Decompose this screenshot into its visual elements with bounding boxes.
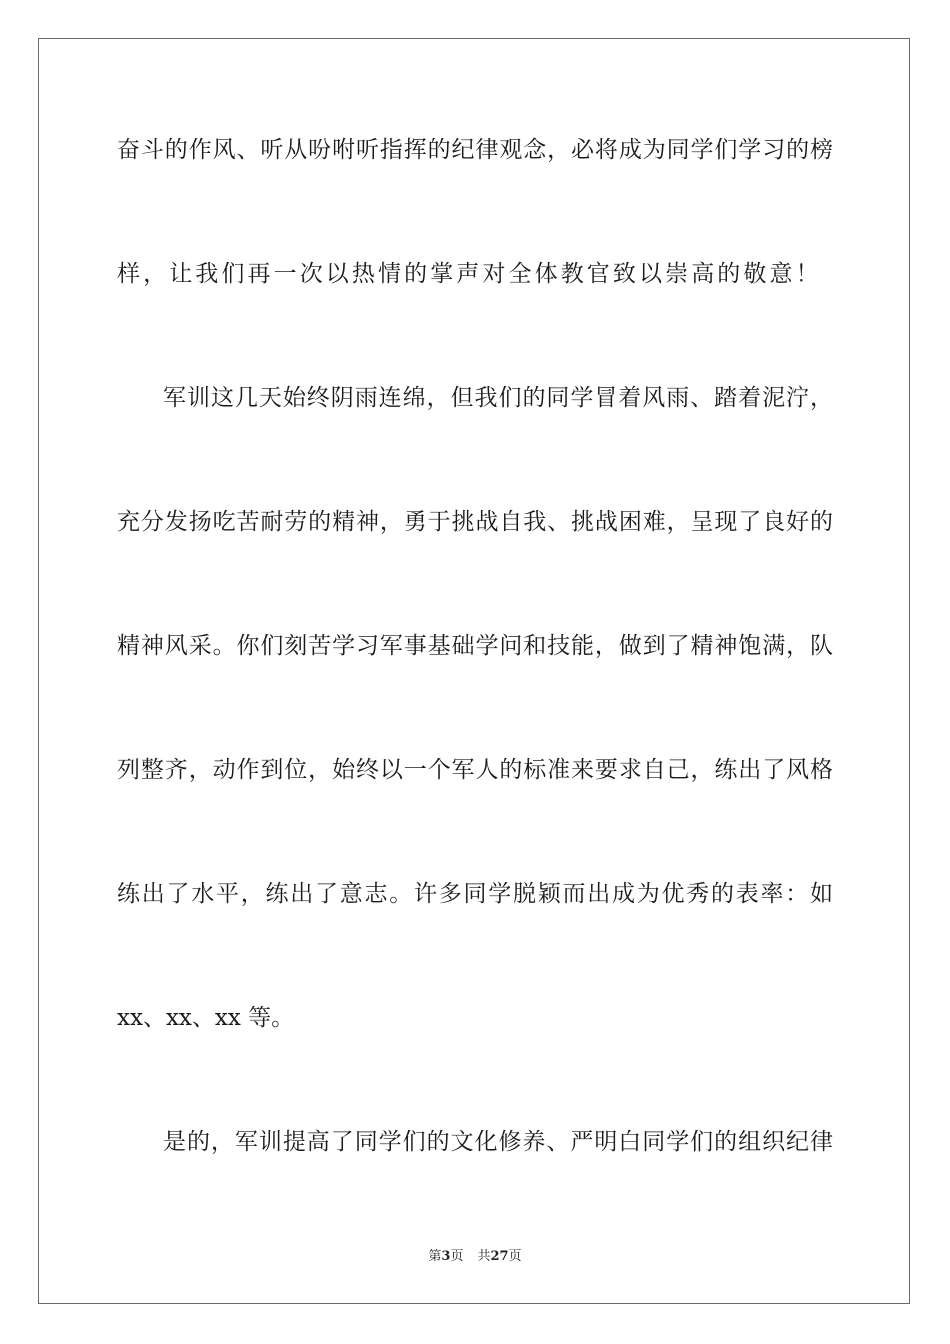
body-line-8: xx、xx、xx 等。	[117, 1005, 295, 1031]
body-line-6: 列整齐，动作到位，始终以一个军人的标准来要求自己，练出了风格	[117, 757, 833, 783]
footer-page-prefix: 第	[428, 1249, 442, 1264]
body-line-1: 奋斗的作风、听从吩咐听指挥的纪律观念，必将成为同学们学习的榜	[117, 137, 833, 163]
footer-total-prefix: 共	[477, 1249, 491, 1264]
page-border	[38, 38, 910, 1304]
body-line-9: 是的，军训提高了同学们的文化修养、严明白同学们的组织纪律	[163, 1129, 833, 1155]
body-line-7: 练出了水平，练出了意志。许多同学脱颖而出成为优秀的表率：如	[117, 881, 833, 907]
body-line-2: 样，让我们再一次以热情的掌声对全体教官致以崇高的敬意！	[117, 261, 822, 287]
footer-page-current: 3	[441, 1249, 451, 1264]
body-line-5: 精神风采。你们刻苦学习军事基础学问和技能，做到了精神饱满，队	[117, 633, 833, 659]
footer-total-suffix: 页	[508, 1249, 522, 1264]
body-line-3: 军训这几天始终阴雨连绵，但我们的同学冒着风雨、踏着泥泞，	[163, 385, 833, 411]
body-line-4: 充分发扬吃苦耐劳的精神，勇于挑战自我、挑战困难，呈现了良好的	[117, 509, 833, 535]
page-footer	[0, 1248, 950, 1266]
footer-page-total: 27	[490, 1249, 509, 1264]
footer-page-suffix: 页	[450, 1249, 464, 1264]
